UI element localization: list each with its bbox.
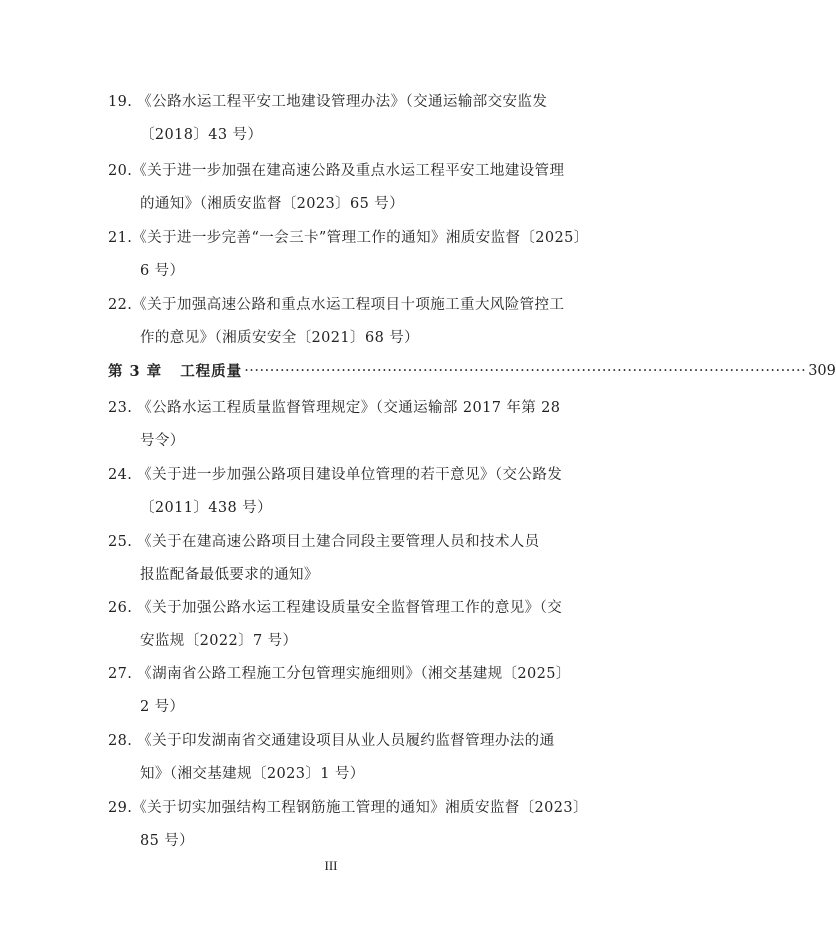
entry-line: 25. 《关于在建高速公路项目土建合同段主要管理人员和技术人员 [108, 534, 540, 550]
entry-line: 安监规〔2022〕7 号） [140, 633, 298, 649]
list-item [108, 86, 578, 152]
list-item [108, 658, 578, 724]
entry-line: 29.《关于切实加强结构工程钢筋施工管理的通知》湘质安监督〔2023〕 [108, 800, 588, 816]
entry-line: 报监配备最低要求的通知》 [140, 567, 319, 583]
chapter-heading[interactable] [108, 355, 836, 388]
entry-line: 〔2018〕43 号） [140, 127, 263, 143]
entry-line: 20.《关于进一步加强在建高速公路及重点水运工程平安工地建设管理 [108, 163, 565, 179]
chapter-number: 第 3 章 [108, 363, 163, 380]
list-item [108, 155, 578, 221]
list-item [108, 289, 578, 355]
list-item [108, 526, 578, 592]
entry-line: 26. 《关于加强公路水运工程建设质量安全监督管理工作的意见》（交 [108, 600, 563, 616]
list-item [108, 222, 589, 288]
list-item [108, 792, 588, 858]
entry-line: 的通知》（湘质安监督〔2023〕65 号） [140, 196, 405, 212]
entry-line: 85 号） [140, 833, 195, 849]
entry-line: 27. 《湖南省公路工程施工分包管理实施细则》（湘交基建规〔2025〕 [108, 666, 571, 682]
chapter-page-number: 309 [808, 363, 836, 379]
entry-line: 22.《关于加强高速公路和重点水运工程项目十项施工重大风险管控工 [108, 297, 565, 313]
chapter-title: 工程质量 [180, 363, 243, 380]
entry-line: 号令） [140, 433, 185, 449]
page-number: III [324, 858, 338, 873]
entry-line: 知》（湘交基建规〔2023〕1 号） [140, 766, 365, 782]
entry-line: 6 号） [140, 263, 185, 279]
entry-line: 21.《关于进一步完善“一会三卡”管理工作的通知》湘质安监督〔2025〕 [108, 230, 589, 246]
list-item [108, 392, 578, 458]
list-item [108, 459, 578, 525]
entry-line: 2 号） [140, 699, 185, 715]
entry-line: 〔2011〕438 号） [140, 500, 272, 516]
entry-line: 23. 《公路水运工程质量监督管理规定》（交通运输部 2017 年第 28 [108, 400, 561, 416]
toc-leader-dots: ·············································································································· [244, 363, 807, 379]
list-item [108, 725, 578, 791]
entry-line: 28. 《关于印发湖南省交通建设项目从业人员履约监督管理办法的通 [108, 733, 555, 749]
entry-line: 24. 《关于进一步加强公路项目建设单位管理的若干意见》（交公路发 [108, 467, 563, 483]
entry-line: 19. 《公路水运工程平安工地建设管理办法》（交通运输部交安监发 [108, 94, 548, 110]
entry-line: 作的意见》（湘质安安全〔2021〕68 号） [140, 330, 420, 346]
list-item [108, 592, 578, 658]
